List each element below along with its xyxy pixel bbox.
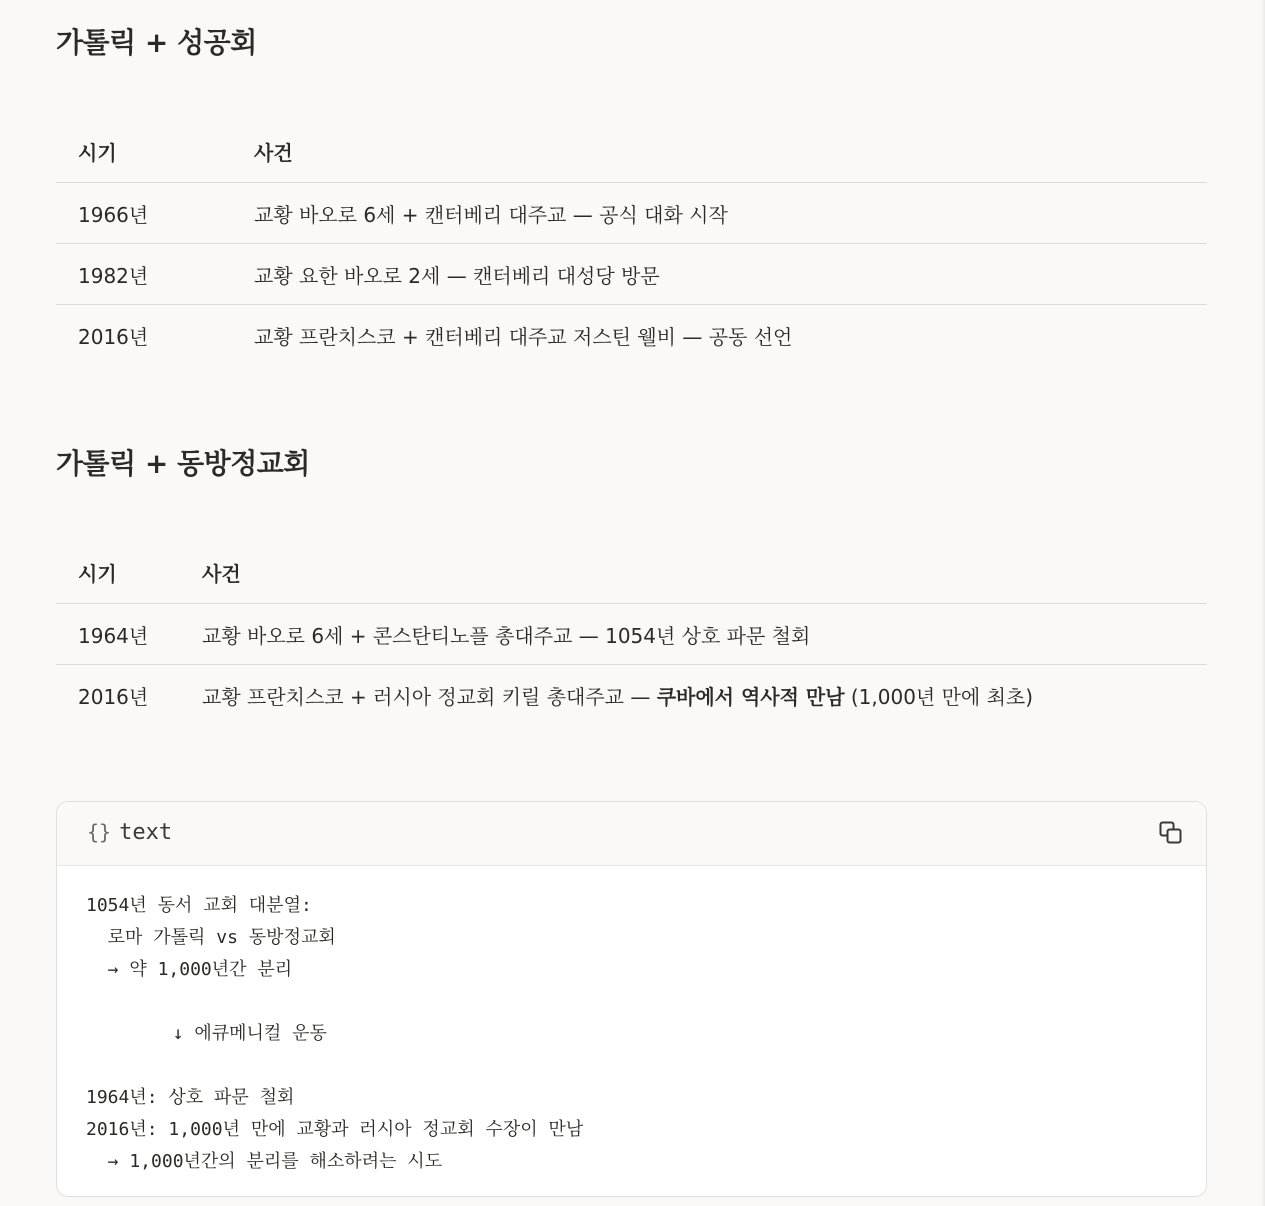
code-content	[57, 866, 1206, 1178]
table-row	[56, 665, 1207, 726]
code-line: 로마 가톨릭 vs 동방정교회	[86, 927, 336, 948]
table-row	[56, 604, 1207, 665]
event-cell: 교황 요한 바오로 2세 — 캔터베리 대성당 방문	[254, 244, 1207, 305]
period-cell: 1966년	[56, 183, 254, 244]
copy-button[interactable]	[1158, 820, 1184, 846]
column-header-period: 시기	[56, 541, 202, 604]
code-line: 1964년: 상호 파문 철회	[86, 1087, 295, 1108]
scroll-edge-shadow	[1261, 0, 1265, 1206]
code-line: 1054년 동서 교회 대분열:	[86, 895, 312, 916]
table-row	[56, 305, 1207, 366]
event-cell: 교황 바오로 6세 + 캔터베리 대주교 — 공식 대화 시작	[254, 183, 1207, 244]
code-braces-icon: {}	[87, 820, 112, 844]
code-line: 2016년: 1,000년 만에 교황과 러시아 정교회 수장이 만남	[86, 1119, 584, 1140]
event-text: 교황 프란치스코 + 러시아 정교회 키릴 총대주교 —	[202, 684, 657, 709]
code-language-name: text	[119, 820, 173, 845]
period-cell: 1982년	[56, 244, 254, 305]
section-heading-orthodox: 가톨릭 + 동방정교회	[56, 447, 310, 480]
column-header-event: 사건	[202, 541, 1207, 604]
column-header-event: 사건	[254, 120, 1207, 183]
event-cell: 교황 바오로 6세 + 콘스탄티노플 총대주교 — 1054년 상호 파문 철회	[202, 604, 1207, 665]
period-cell: 1964년	[56, 604, 202, 665]
timeline-table-anglican	[56, 120, 1207, 365]
timeline-table-orthodox	[56, 541, 1207, 725]
section-heading-anglican: 가톨릭 + 성공회	[56, 26, 257, 59]
event-text-suffix: (1,000년 만에 최초)	[844, 684, 1034, 709]
event-cell	[202, 665, 1207, 726]
code-block	[56, 801, 1207, 1197]
period-cell: 2016년	[78, 324, 149, 349]
code-line: ↓ 에큐메니컬 운동	[86, 1023, 327, 1044]
event-cell: 교황 프란치스코 + 캔터베리 대주교 저스틴 웰비 — 공동 선언	[254, 324, 793, 349]
table-row	[56, 244, 1207, 305]
table-header-row	[56, 120, 1207, 183]
code-line: → 1,000년간의 분리를 해소하려는 시도	[86, 1151, 443, 1172]
period-cell: 2016년	[78, 684, 149, 709]
code-block-header	[57, 802, 1206, 866]
table-header-row	[56, 541, 1207, 604]
event-highlight: 쿠바에서 역사적 만남	[656, 684, 845, 709]
code-language-label	[87, 820, 172, 845]
code-line: → 약 1,000년간 분리	[86, 959, 293, 980]
table-row	[56, 183, 1207, 244]
copy-icon	[1158, 820, 1184, 846]
column-header-period: 시기	[56, 120, 254, 183]
